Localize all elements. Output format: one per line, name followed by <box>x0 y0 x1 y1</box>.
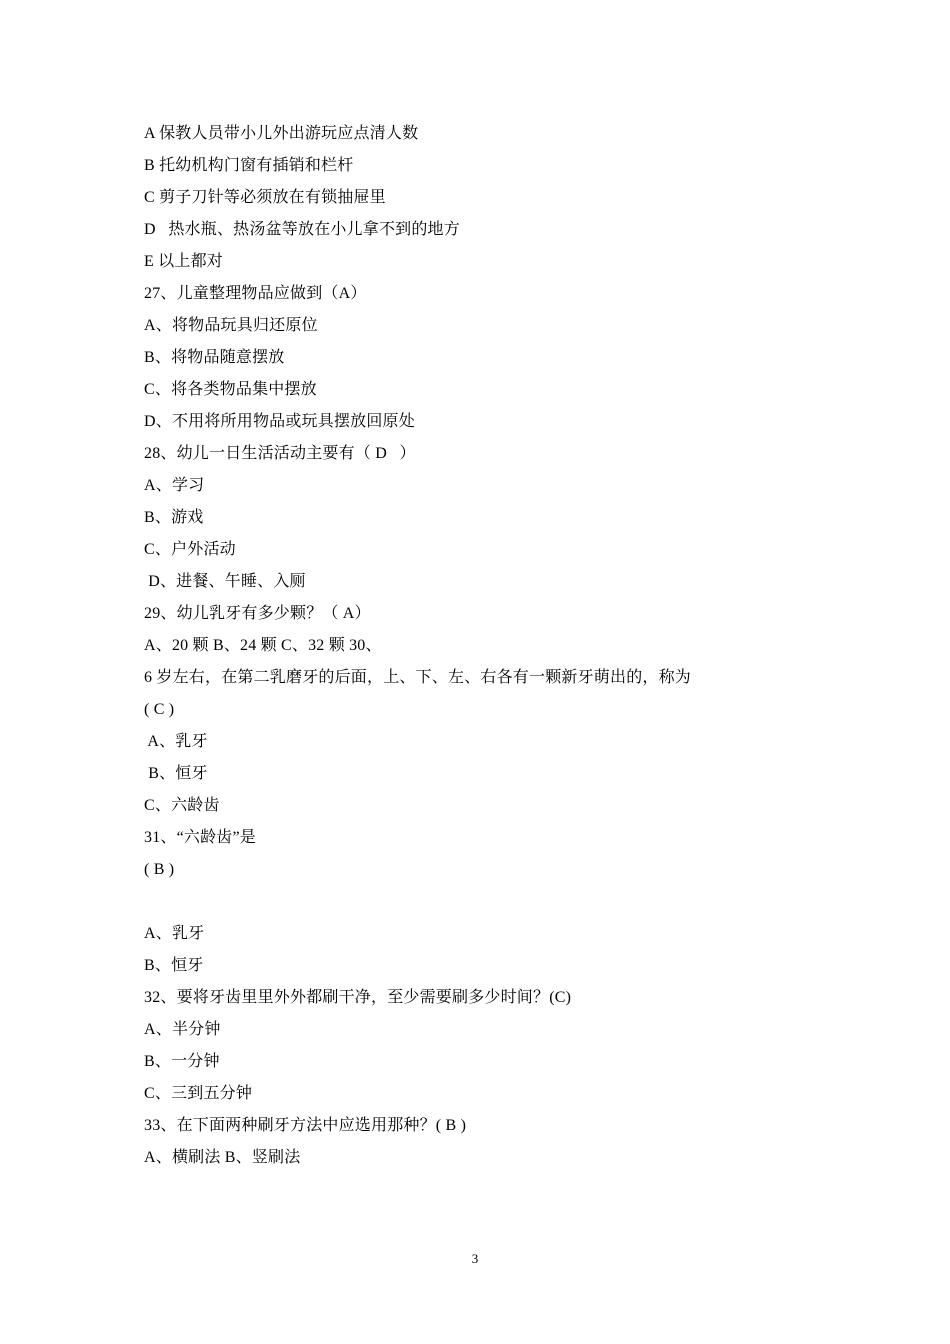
text-line: A、乳牙 <box>144 925 205 942</box>
question-31: 31、“六龄齿”是 <box>144 829 257 846</box>
text-line: A、20 颗 B、24 颗 C、32 颗 30、 <box>144 637 382 654</box>
question-28: 28、幼儿一日生活活动主要有（ D ） <box>144 445 416 462</box>
question-33: 33、在下面两种刷牙方法中应选用那种？( B ) <box>144 1117 467 1134</box>
text-line: C 剪子刀针等必须放在有锁抽屉里 <box>144 189 386 206</box>
text-line: A、学习 <box>144 477 205 494</box>
text-line: A、半分钟 <box>144 1021 221 1038</box>
page-number: 3 <box>471 1251 479 1266</box>
text-line: D 热水瓶、热汤盆等放在小儿拿不到的地方 <box>144 221 460 238</box>
text-line: B 托幼机构门窗有插销和栏杆 <box>144 157 354 174</box>
text-line: A 保教人员带小儿外出游玩应点清人数 <box>144 125 419 142</box>
text-line: A、乳牙 <box>144 733 208 750</box>
text-line: C、将各类物品集中摆放 <box>144 381 317 398</box>
text-line: C、六龄齿 <box>144 797 220 814</box>
text-line: B、一分钟 <box>144 1053 220 1070</box>
question-29: 29、幼儿乳牙有多少颗？（ A） <box>144 605 371 622</box>
text-line: ( C ) <box>144 701 175 718</box>
text-line: D、不用将所用物品或玩具摆放回原处 <box>144 413 415 430</box>
text-line: B、恒牙 <box>144 765 208 782</box>
question-32: 32、要将牙齿里里外外都刷干净，至少需要刷多少时间？(C) <box>144 989 572 1006</box>
question-30: 6 岁左右，在第二乳磨牙的后面，上、下、左、右各有一颗新牙萌出的，称为 <box>144 669 692 686</box>
text-line: A、横刷法 B、竖刷法 <box>144 1149 301 1166</box>
question-27: 27、儿童整理物品应做到（A） <box>144 285 367 302</box>
text-line: B、游戏 <box>144 509 204 526</box>
text-line: D、进餐、午睡、入厕 <box>144 573 306 590</box>
text-line: A、将物品玩具归还原位 <box>144 317 318 334</box>
text-line: C、户外活动 <box>144 541 236 558</box>
text-line: ( B ) <box>144 861 175 878</box>
text-line: B、恒牙 <box>144 957 204 974</box>
text-line: C、三到五分钟 <box>144 1085 253 1102</box>
text-line: B、将物品随意摆放 <box>144 349 285 366</box>
text-line: E 以上都对 <box>144 253 223 270</box>
